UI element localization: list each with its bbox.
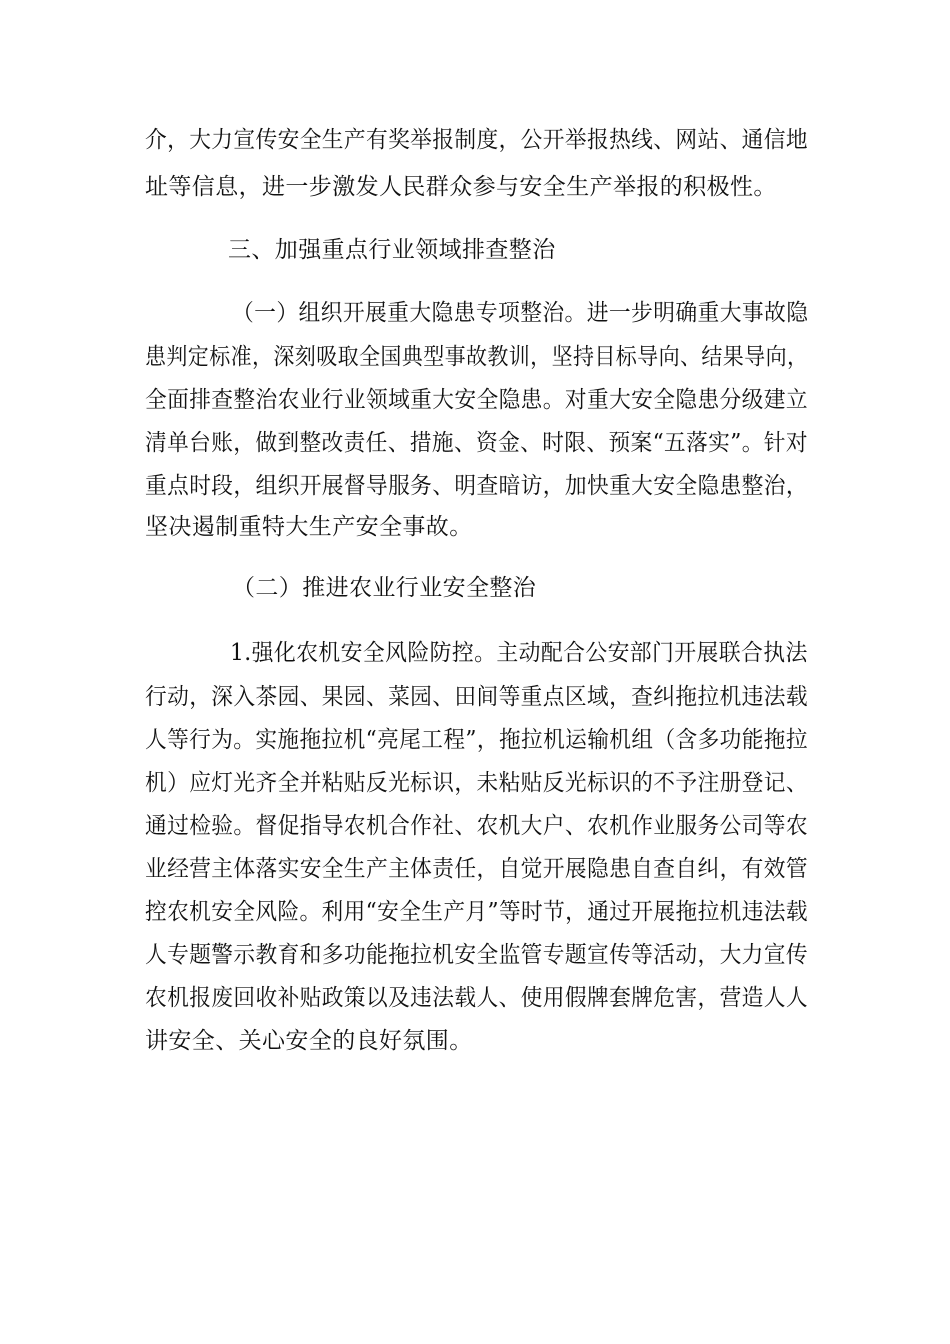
paragraph-line: 机）应灯光齐全并粘贴反光标识，未粘贴反光标识的不予注册登记、 <box>145 770 808 796</box>
paragraph-line: 人等行为。实施拖拉机“亮尾工程”，拖拉机运输机组（含多功能拖拉 <box>145 727 808 753</box>
paragraph-line: 行动，深入茶园、果园、菜园、田间等重点区域，查纠拖拉机违法载 <box>145 684 808 710</box>
paragraph-line: 业经营主体落实安全生产主体责任，自觉开展隐患自查自纠，有效管 <box>145 856 808 882</box>
paragraph-line: 控农机安全风险。利用“安全生产月”等时节，通过开展拖拉机违法载 <box>145 899 808 925</box>
paragraph-line: 患判定标准，深刻吸取全国典型事故教训，坚持目标导向、结果导向， <box>145 344 809 370</box>
section-heading: 三、加强重点行业领域排查整治 <box>228 237 556 263</box>
paragraph-line: 介，大力宣传安全生产有奖举报制度，公开举报热线、网站、通信地 <box>145 127 808 153</box>
paragraph-line: 人专题警示教育和多功能拖拉机安全监管专题宣传等活动，大力宣传 <box>145 942 808 968</box>
paragraph-line: 1.强化农机安全风险防控。主动配合公安部门开展联合执法 <box>230 640 808 666</box>
paragraph-line: 清单台账，做到整改责任、措施、资金、时限、预案“五落实”。针对 <box>145 430 808 456</box>
paragraph-line: 重点时段，组织开展督导服务、明查暗访，加快重大安全隐患整治， <box>145 473 808 499</box>
paragraph-line: 址等信息，进一步激发人民群众参与安全生产举报的积极性。 <box>145 174 777 200</box>
paragraph-line: （一）组织开展重大隐患专项整治。进一步明确重大事故隐 <box>232 300 809 326</box>
paragraph-line: 讲安全、关心安全的良好氛围。 <box>145 1028 473 1054</box>
paragraph-line: 全面排查整治农业行业领域重大安全隐患。对重大安全隐患分级建立 <box>145 387 808 413</box>
paragraph-line: 坚决遏制重特大生产安全事故。 <box>145 514 473 540</box>
subsection-heading: （二）推进农业行业安全整治 <box>232 575 537 601</box>
paragraph-line: 农机报废回收补贴政策以及违法载人、使用假牌套牌危害，营造人人 <box>145 985 808 1011</box>
paragraph-line: 通过检验。督促指导农机合作社、农机大户、农机作业服务公司等农 <box>145 813 808 839</box>
